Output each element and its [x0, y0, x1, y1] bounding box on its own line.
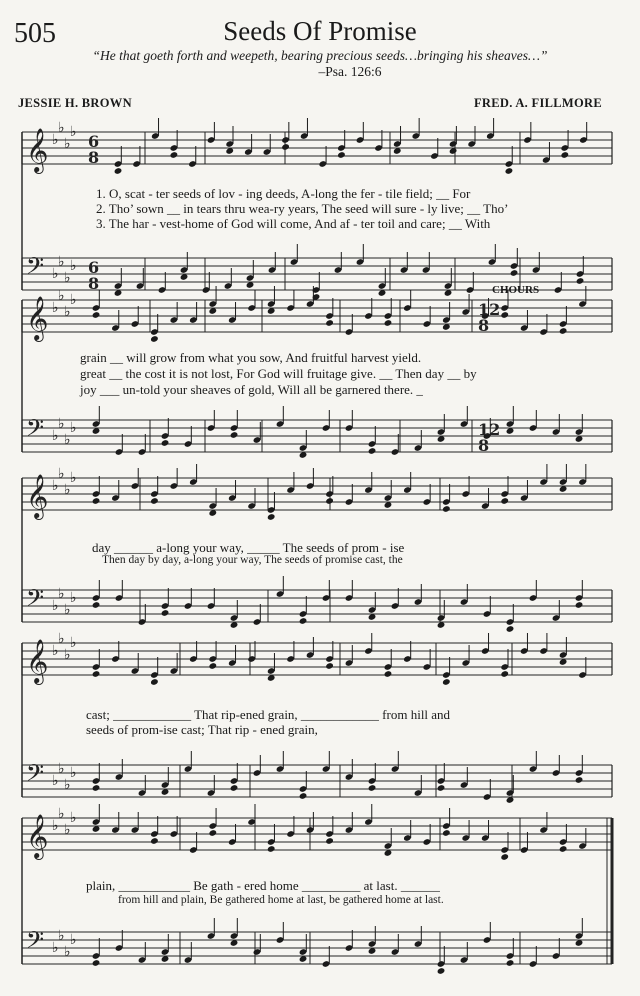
- flat-icon: ♭: [58, 254, 65, 270]
- lyric-line-s2-v1: grain __ will grow from what you sow, And fruitful harvest yield.: [80, 350, 422, 365]
- lyric-line-s2-v2: great __ the cost it is not lost, For God will fruitage give. __ Then day __ by: [80, 366, 477, 381]
- system-1-bass-time-bottom: 8: [88, 274, 100, 293]
- flat-icon: ♭: [64, 602, 71, 618]
- flat-icon: ♭: [58, 631, 65, 647]
- flat-icon: ♭: [64, 822, 71, 838]
- flat-icon: ♭: [70, 124, 77, 140]
- system-3-bass-note: [299, 617, 308, 625]
- system-1-treble-note: [505, 167, 514, 175]
- system-4-bass-note: [92, 784, 101, 792]
- system-2-treble-note: [150, 335, 159, 343]
- system-5-treble-note: [150, 837, 159, 845]
- lyric-line-s4-v2: seeds of prom-ise cast; That rip - ened grain,: [86, 722, 318, 737]
- flat-icon: ♭: [52, 132, 59, 148]
- treble-clef-icon: 𝄞: [26, 639, 49, 683]
- flat-icon: ♭: [70, 292, 77, 308]
- flat-icon: ♭: [64, 647, 71, 663]
- system-5-treble-note: [442, 829, 451, 837]
- system-2-treble-note: [92, 311, 101, 319]
- system-5-bass-note: [437, 967, 446, 975]
- system-3-bass-note: [575, 601, 584, 609]
- system-4-treble-note: [384, 670, 393, 678]
- system-4-treble-note: [92, 670, 101, 678]
- flat-icon: ♭: [70, 635, 77, 651]
- lyricist-credit: JESSIE H. BROWN: [18, 96, 132, 110]
- system-5-treble-note: [267, 845, 276, 853]
- system-4-bass-note: [230, 784, 239, 792]
- flat-icon: ♭: [52, 300, 59, 316]
- system-4-bass-note: [368, 784, 377, 792]
- system-1-treble-time-bottom: 8: [88, 148, 100, 167]
- treble-clef-icon: 𝄞: [26, 474, 49, 518]
- flat-icon: ♭: [52, 478, 59, 494]
- lyric-line-s1-v3: 3. The har - vest-home of God will come, And af - ter toil and care; __ With: [96, 216, 491, 231]
- chorus-treble-time-bottom: 8: [478, 316, 490, 335]
- system-1-treble-note: [170, 151, 179, 159]
- system-5-treble-note: [559, 845, 568, 853]
- system-3-treble-note: [92, 497, 101, 505]
- chorus-treble-time-top: 12: [478, 300, 501, 319]
- system-3-treble-note: [267, 513, 276, 521]
- bass-clef-icon: 𝄢: [26, 252, 45, 285]
- system-1-bass-time-top: 6: [88, 258, 100, 277]
- scripture-reference: –Psa. 126:6: [318, 64, 382, 79]
- lyric-line-s3-v1: day ______ a-long your way, _____ The seeds of prom - ise: [92, 540, 405, 555]
- chorus-bass-time-bottom: 8: [478, 436, 490, 455]
- system-2-treble-note: [500, 311, 509, 319]
- lyric-line-s2-v3: joy ___ un-told your sheaves of gold, Will all be garnered there. _: [80, 382, 423, 397]
- system-3-bass-note: [92, 601, 101, 609]
- flat-icon: ♭: [70, 765, 77, 781]
- system-3-bass-note: [506, 625, 515, 633]
- system-1-treble-note: [114, 167, 123, 175]
- flat-icon: ♭: [52, 940, 59, 956]
- system-3-treble-note: [500, 497, 509, 505]
- chorus-bass-time-top: 12: [478, 420, 501, 439]
- flat-icon: ♭: [58, 288, 65, 304]
- lyric-line-s1-v2: 2. Tho’ sown __ in tears thru wea-ry years, The seed will sure - ly live; __ Tho’: [96, 201, 509, 216]
- system-1-bass-note: [510, 269, 519, 277]
- lyric-line-s5-v2: from hill and plain, Be gathered home at last, be gathered home at last.: [118, 894, 444, 906]
- flat-icon: ♭: [52, 643, 59, 659]
- system-2-treble-note: [384, 319, 393, 327]
- flat-icon: ♭: [52, 598, 59, 614]
- lyric-line-s1-v1: 1. O, scat - ter seeds of lov - ing deeds, A-long the fer - tile field; __ For: [96, 186, 471, 201]
- chorus-label: CHOURS: [492, 284, 540, 296]
- lyric-line-s4-v1: cast; ____________ That rip-ened grain, ____________ from hill and: [86, 707, 451, 722]
- system-5-treble-note: [325, 837, 334, 845]
- flat-icon: ♭: [64, 777, 71, 793]
- system-4-treble-note: [500, 670, 509, 678]
- treble-clef-icon: 𝄞: [26, 814, 49, 858]
- system-1-treble-note: [337, 151, 346, 159]
- system-2-treble-note: [325, 319, 334, 327]
- lyric-line-s3-v2: Then day by day, a-long your way, The seeds of promise cast, the: [102, 554, 403, 566]
- flat-icon: ♭: [58, 120, 65, 136]
- system-3-treble-note: [442, 505, 451, 513]
- flat-icon: ♭: [70, 258, 77, 274]
- flat-icon: ♭: [70, 590, 77, 606]
- flat-icon: ♭: [58, 466, 65, 482]
- flat-icon: ♭: [70, 420, 77, 436]
- system-4-treble-note: [208, 662, 217, 670]
- system-5-bass-note: [506, 959, 515, 967]
- flat-icon: ♭: [70, 932, 77, 948]
- flat-icon: ♭: [58, 416, 65, 432]
- system-3-treble-note: [150, 497, 159, 505]
- system-2-bass-note: [161, 439, 170, 447]
- system-5-bass-note: [92, 959, 101, 967]
- bass-clef-icon: 𝄢: [26, 584, 45, 617]
- treble-clef-icon: 𝄞: [26, 296, 49, 340]
- system-1-treble-note: [281, 143, 290, 151]
- flat-icon: ♭: [64, 304, 71, 320]
- system-4-bass-note: [299, 792, 308, 800]
- flat-icon: ♭: [70, 470, 77, 486]
- flat-icon: ♭: [52, 773, 59, 789]
- flat-icon: ♭: [52, 818, 59, 834]
- system-2-bass-note: [368, 447, 377, 455]
- hymn-title: Seeds Of Promise: [223, 16, 417, 46]
- bass-clef-icon: 𝄢: [26, 414, 45, 447]
- treble-clef-icon: 𝄞: [26, 128, 49, 172]
- flat-icon: ♭: [58, 928, 65, 944]
- system-1-treble-note: [560, 151, 569, 159]
- system-3-bass-note: [161, 609, 170, 617]
- flat-icon: ♭: [52, 266, 59, 282]
- flat-icon: ♭: [64, 944, 71, 960]
- flat-icon: ♭: [70, 810, 77, 826]
- flat-icon: ♭: [64, 482, 71, 498]
- system-4-bass-note: [437, 784, 446, 792]
- flat-icon: ♭: [58, 806, 65, 822]
- flat-icon: ♭: [58, 761, 65, 777]
- system-5-treble-note: [500, 853, 509, 861]
- system-4-treble-note: [442, 678, 451, 686]
- composer-credit: FRED. A. FILLMORE: [473, 96, 602, 110]
- system-2-treble-note: [559, 327, 568, 335]
- system-2-bass-note: [230, 431, 239, 439]
- scripture-epigraph: “He that goeth forth and weepeth, bearing precious seeds…bringing his sheaves…”: [92, 48, 548, 63]
- flat-icon: ♭: [52, 428, 59, 444]
- system-1-bass-note: [576, 277, 585, 285]
- system-5-treble-note: [208, 829, 217, 837]
- lyric-line-s5-v1: plain, ___________ Be gath - ered home _________ at last. ______: [86, 878, 440, 893]
- system-4-bass-note: [575, 776, 584, 784]
- bass-clef-icon: 𝄢: [26, 759, 45, 792]
- bass-clef-icon: 𝄢: [26, 926, 45, 959]
- flat-icon: ♭: [64, 136, 71, 152]
- system-4-treble-note: [325, 662, 334, 670]
- flat-icon: ♭: [64, 432, 71, 448]
- hymn-number: 505: [14, 18, 56, 49]
- system-3-treble-note: [325, 497, 334, 505]
- system-4-treble-note: [150, 678, 159, 686]
- flat-icon: ♭: [64, 270, 71, 286]
- system-1-treble-time-top: 6: [88, 132, 100, 151]
- flat-icon: ♭: [58, 586, 65, 602]
